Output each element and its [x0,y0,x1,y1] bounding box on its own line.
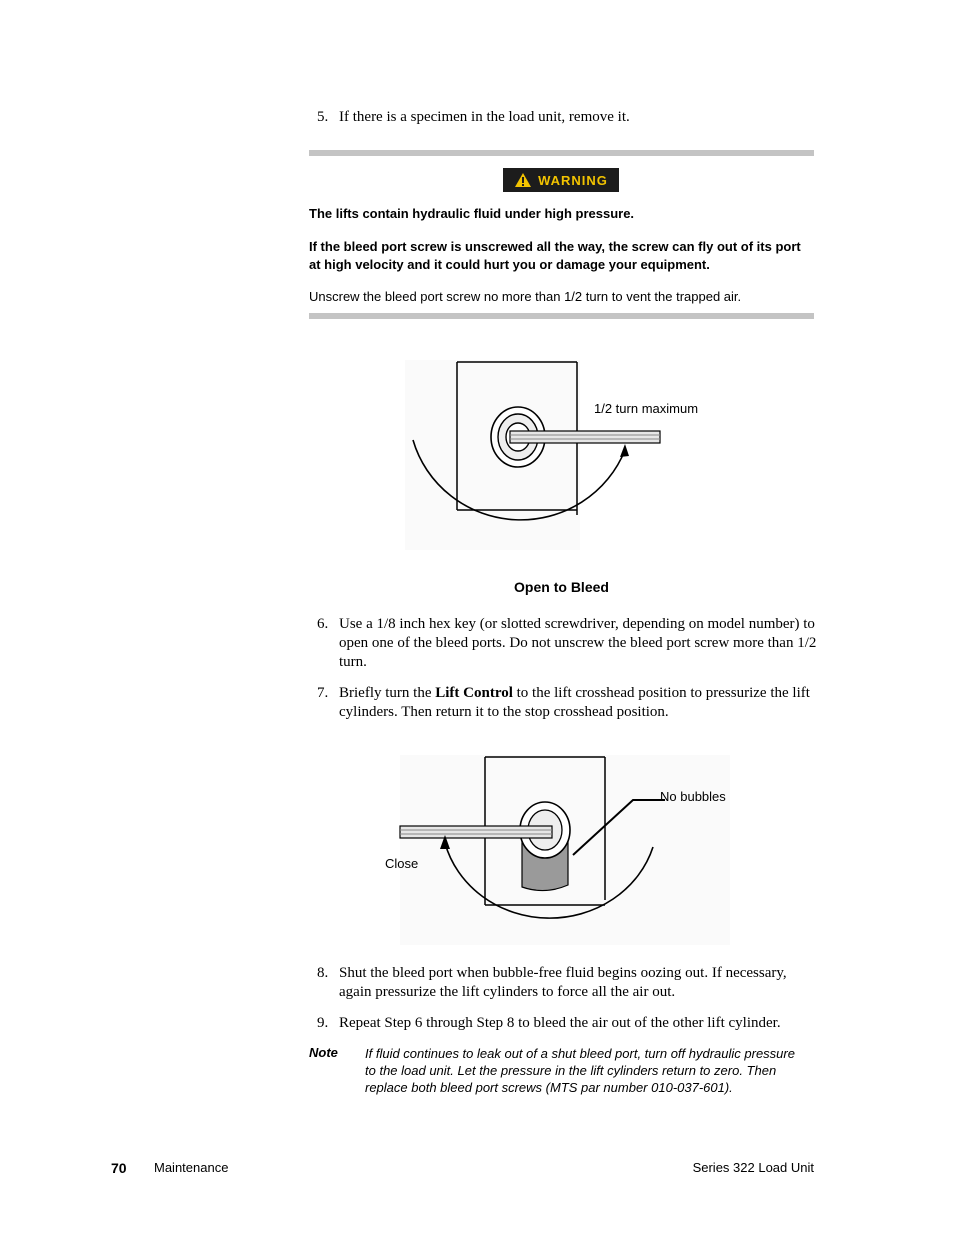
warning-triangle-icon [514,172,532,188]
step-text: Use a 1/8 inch hex key (or slotted screwdriver, depending on model number) to open one of the bleed ports. Do not unscrew the bleed port screw more than 1/2 turn. [339,616,817,670]
figure-close [395,755,735,950]
step-text: Shut the bleed port when bubble-free fluid begins oozing out. If necessary, again pressurize the lift cylinders to force all the air out. [339,965,787,1000]
step-number: 9. [317,1015,329,1031]
footer-section: Maintenance [154,1160,229,1175]
step-text: Briefly turn the Lift Control to the lift crosshead position to pressurize the lift cylinders. Then return it to the stop crosshead position. [339,685,810,720]
warning-bold-text: If the bleed port screw is unscrewed all the way, the screw can fly out of its port at high velocity and it could hurt you or damage your equipment. [309,239,801,272]
figure-open-to-bleed [405,360,725,555]
note-label: Note [309,1045,338,1060]
figure-label-no-bubbles: No bubbles [660,789,726,804]
warning-badge [503,168,619,192]
step-number: 6. [317,616,329,632]
step-text: Repeat Step 6 through Step 8 to bleed the air out of the other lift cylinder. [339,1015,781,1031]
page-number: 70 [111,1160,127,1176]
figure-label-close: Close [385,856,419,871]
step-number: 8. [317,965,329,981]
step-number: 5. [317,109,329,125]
figure-label-half-turn: 1/2 turn maximum [594,401,699,416]
warning-top-rule [309,150,814,156]
warning-bottom-rule [309,313,814,319]
note-text: If fluid continues to leak out of a shut bleed port, turn off hydraulic pressure to the load unit. Let the pressure in the lift cylinders return to zero. Then replace both bleed port screws (MTS par number 010-037-601). [365,1046,795,1095]
step-number: 7. [317,685,329,701]
footer-title: Series 322 Load Unit [692,1160,814,1175]
warning-text: Unscrew the bleed port screw no more than 1/2 turn to vent the trapped air. [309,289,742,304]
lift-control-term: Lift Control [435,685,513,701]
figure-caption: Open to Bleed [514,579,609,595]
step-text: If there is a specimen in the load unit, remove it. [339,109,630,125]
warning-heading: The lifts contain hydraulic fluid under high pressure. [309,206,635,221]
warning-label: WARNING [538,172,608,188]
